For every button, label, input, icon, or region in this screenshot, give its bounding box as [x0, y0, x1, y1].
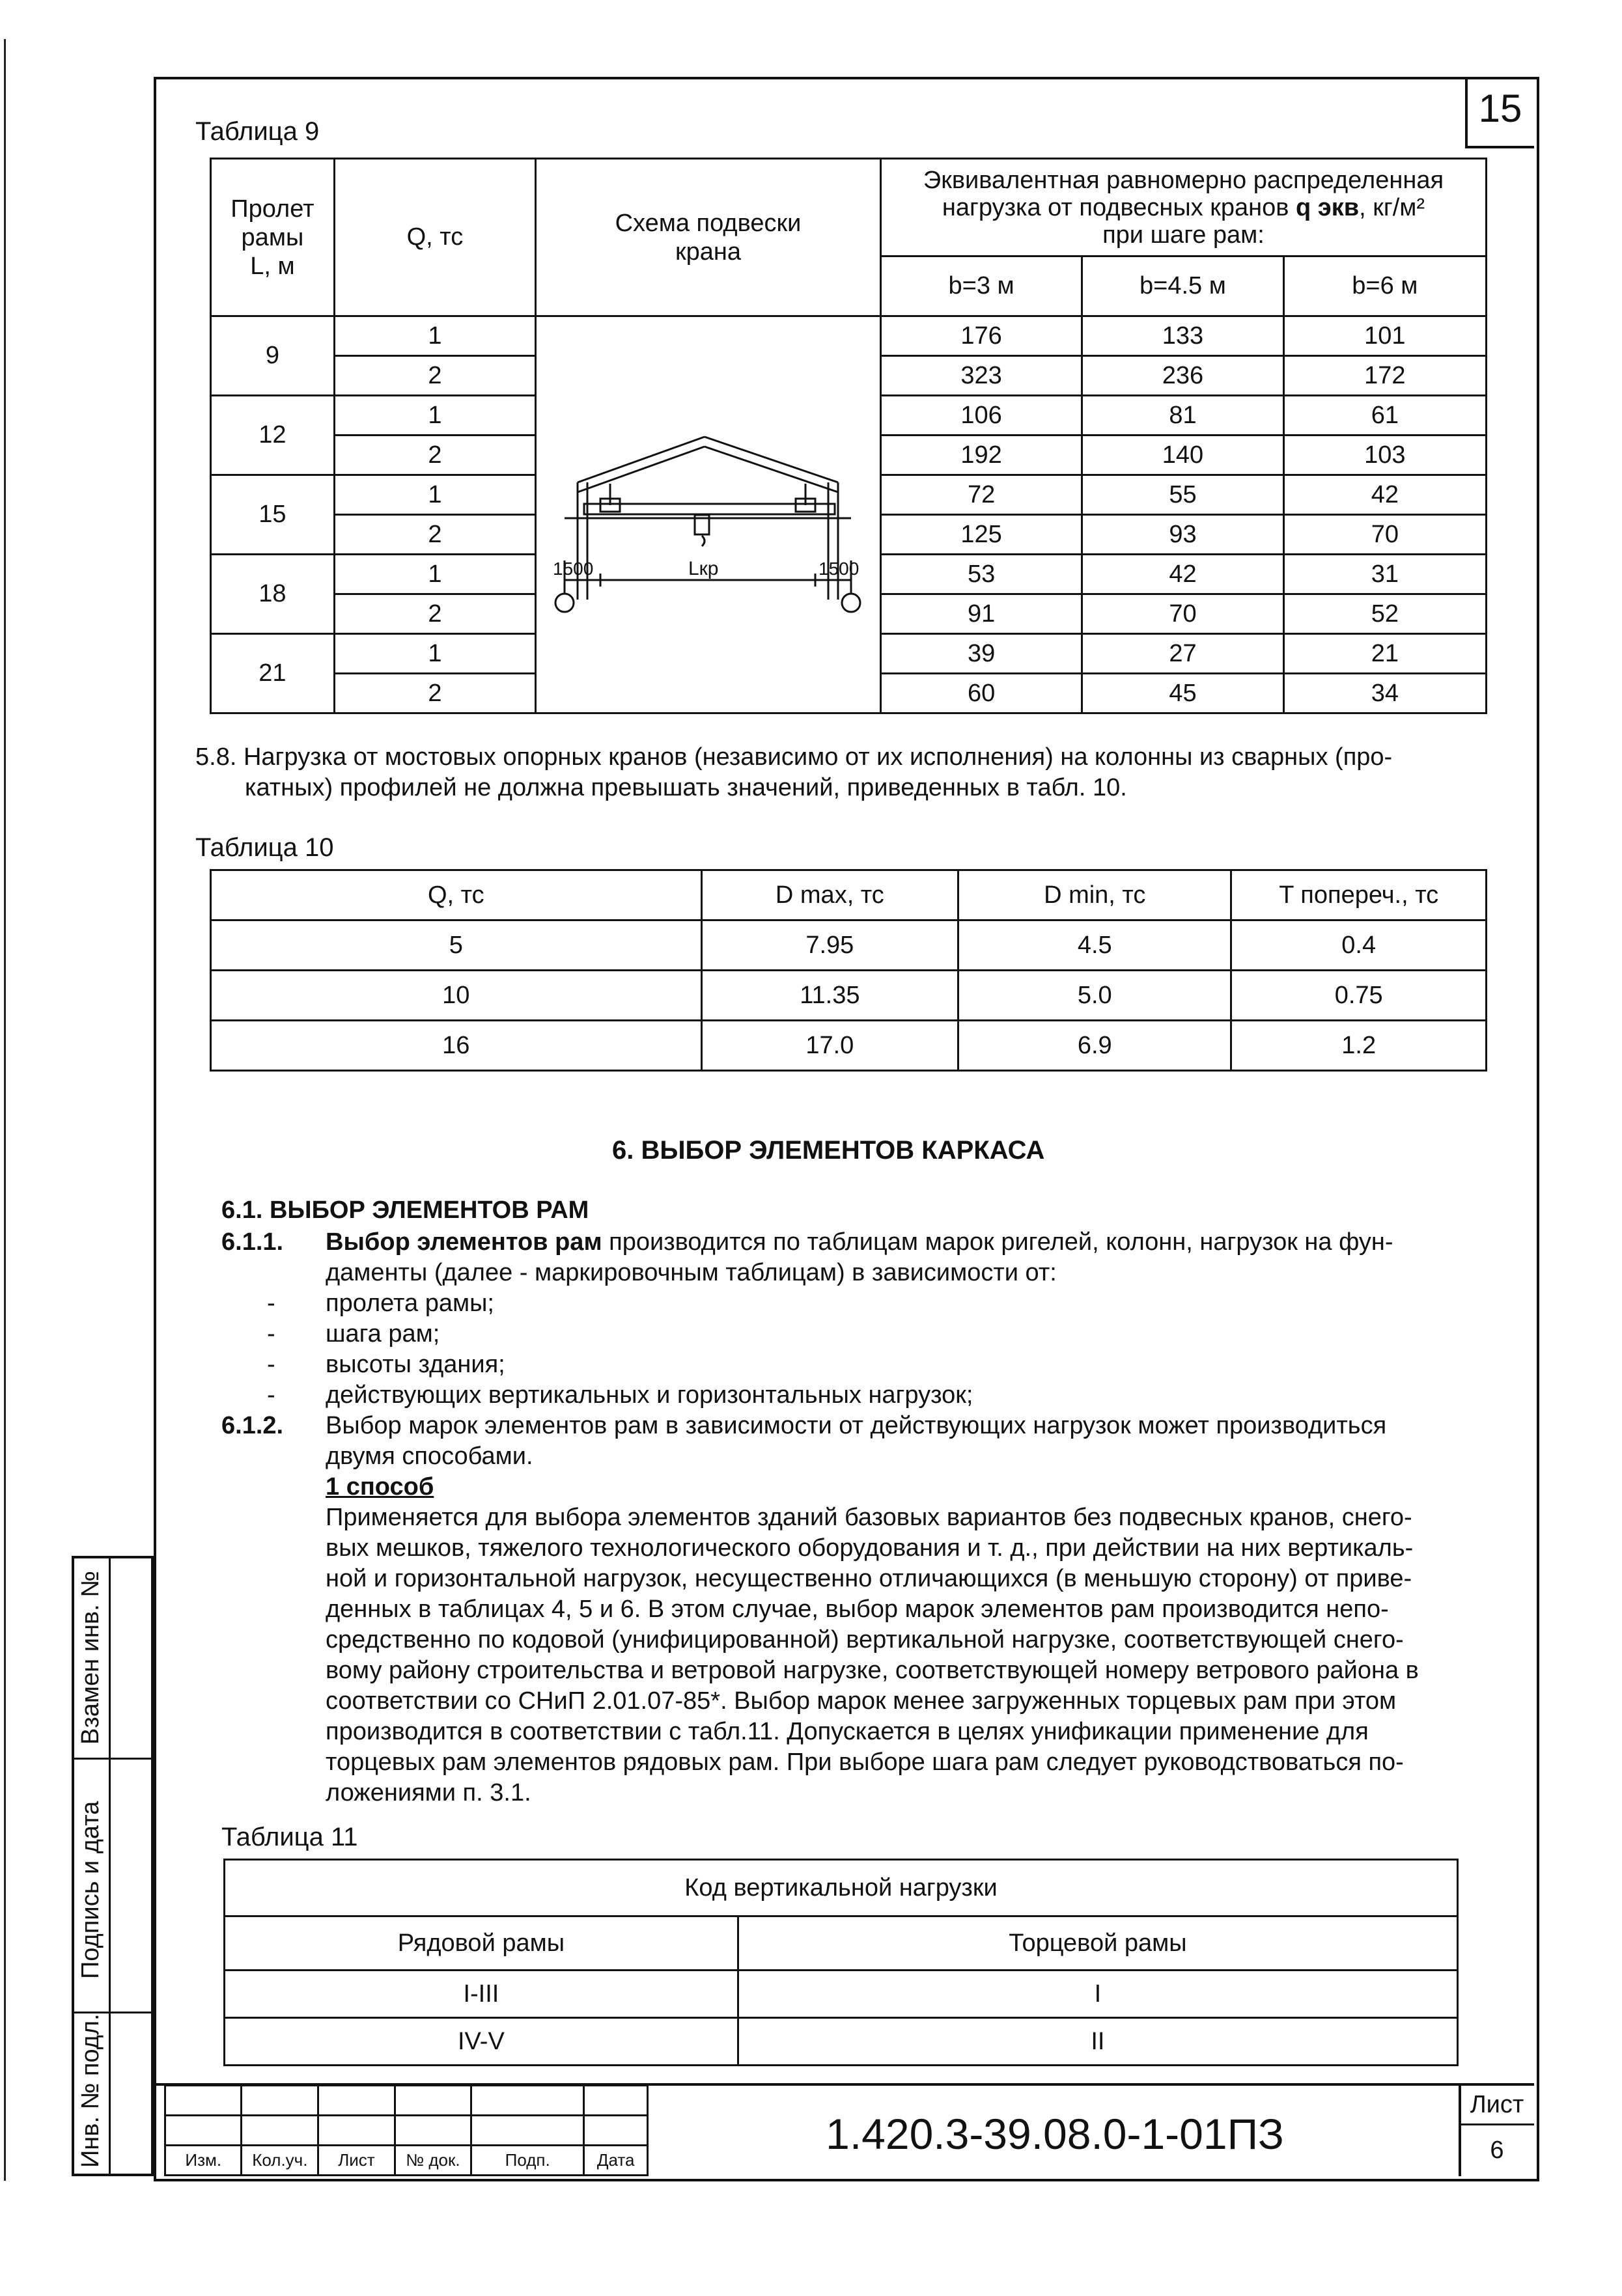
- bullet-item: шага рам;: [326, 1320, 440, 1348]
- t10-cell: 0.4: [1231, 920, 1487, 971]
- stamp-label: Изм.: [165, 2146, 242, 2176]
- table10-caption: Таблица 10: [195, 833, 334, 862]
- method1-line: вых мешков, тяжелого технологического оборудования и т. д., при действии на них вертикаль-: [326, 1534, 1414, 1562]
- value-cell: 176: [880, 316, 1082, 356]
- span-cell: 9: [211, 316, 335, 396]
- bullet-dash: -: [267, 1290, 275, 1317]
- value-cell: 34: [1283, 674, 1486, 713]
- s612: [221, 1411, 1498, 1808]
- scheme-label-center: Lкр: [688, 557, 719, 579]
- table9: [210, 158, 1487, 714]
- value-cell: 27: [1082, 634, 1283, 674]
- t10-cell: 7.95: [701, 920, 958, 971]
- value-cell: 21: [1283, 634, 1486, 674]
- crane-scheme-diagram: [538, 385, 877, 645]
- t10-cell: 6.9: [958, 1021, 1231, 1071]
- header-b45: b=4.5 м: [1082, 256, 1283, 316]
- bullet-dash: -: [267, 1320, 275, 1348]
- value-cell: 236: [1082, 356, 1283, 396]
- t10-header: T попереч., тс: [1231, 870, 1487, 920]
- value-cell: 140: [1082, 436, 1283, 475]
- bullet-dash: -: [267, 1381, 275, 1409]
- t11-cell: I: [738, 1971, 1457, 2018]
- t11-sub: Торцевой рамы: [738, 1916, 1457, 1971]
- t11-cell: II: [738, 2018, 1457, 2066]
- t10-header: Q, тс: [211, 870, 702, 920]
- stamp-label: Дата: [584, 2146, 648, 2176]
- p58-num: 5.8.: [195, 743, 237, 771]
- scheme-label-left: 1500: [553, 558, 594, 579]
- s612-line2: двумя способами.: [326, 1443, 533, 1470]
- t11-header: Код вертикальной нагрузки: [225, 1860, 1458, 1916]
- t10-cell: 4.5: [958, 920, 1231, 971]
- value-cell: 91: [880, 594, 1082, 634]
- value-cell: 323: [880, 356, 1082, 396]
- value-cell: 133: [1082, 316, 1283, 356]
- method1-line: производится в соответствии с табл.11. Допускается в целях унификации применение для: [326, 1718, 1369, 1745]
- t10-cell: 5: [211, 920, 702, 971]
- bullet-item: высоты здания;: [326, 1351, 505, 1378]
- s611-bold: Выбор элементов рам: [326, 1228, 602, 1256]
- method1-line: соответствии со СНиП 2.01.07-85*. Выбор марок менее загруженных торцевых рам при этом: [326, 1687, 1397, 1715]
- table11: [223, 1859, 1459, 2066]
- s611-num: 6.1.1.: [221, 1228, 284, 1256]
- section6-title: 6. ВЫБОР ЭЛЕМЕНТОВ КАРКАСА: [612, 1136, 1045, 1165]
- value-cell: 103: [1283, 436, 1486, 475]
- stamp-label: Лист: [318, 2146, 395, 2176]
- method1-line: средственно по кодовой (унифицированной) вертикальной нагрузке, соответствующей снего-: [326, 1626, 1404, 1653]
- sheet-box-sep: [1459, 2123, 1534, 2125]
- span-cell: 21: [211, 634, 335, 713]
- q-cell: 2: [334, 515, 535, 555]
- doc-code: 1.420.3-39.08.0-1-01ПЗ: [826, 2110, 1284, 2158]
- value-cell: 70: [1082, 594, 1283, 634]
- value-cell: 61: [1283, 396, 1486, 436]
- t10-cell: 5.0: [958, 971, 1231, 1021]
- s611: [221, 1227, 1498, 1288]
- header-load: Эквивалентная равномерно распределенная нагрузка от подвесных кранов q экв, кг/м² при шаге рам:: [880, 159, 1486, 256]
- stamp-grid: [164, 2084, 649, 2176]
- side-label-vzamen: Взамен инв. №: [77, 1571, 104, 1745]
- header-span: Пролет рамы L, м: [211, 159, 335, 316]
- value-cell: 42: [1082, 555, 1283, 594]
- q-cell: 1: [334, 316, 535, 356]
- s612-num: 6.1.2.: [221, 1412, 284, 1439]
- t11-sub: Рядовой рамы: [225, 1916, 738, 1971]
- value-cell: 42: [1283, 475, 1486, 515]
- value-cell: 172: [1283, 356, 1486, 396]
- value-cell: 55: [1082, 475, 1283, 515]
- bullet-item: пролета рамы;: [326, 1290, 494, 1317]
- t10-cell: 16: [211, 1021, 702, 1071]
- value-cell: 101: [1283, 316, 1486, 356]
- value-cell: 125: [880, 515, 1082, 555]
- method1-heading: 1 способ: [326, 1473, 434, 1501]
- span-cell: 15: [211, 475, 335, 555]
- q-cell: 1: [334, 634, 535, 674]
- method1-line: вому району строительства и ветровой нагрузке, соответствующей номеру ветрового района в: [326, 1657, 1419, 1684]
- method1-line: денных в таблицах 4, 5 и 6. В этом случае, выбор марок элементов рам производится непо-: [326, 1596, 1389, 1623]
- t10-header: D max, тс: [701, 870, 958, 920]
- t11-cell: I-III: [225, 1971, 738, 2018]
- t10-cell: 0.75: [1231, 971, 1487, 1021]
- s612-line1: Выбор марок элементов рам в зависимости от действующих нагрузок может производиться: [326, 1412, 1387, 1439]
- value-cell: 52: [1283, 594, 1486, 634]
- q-cell: 2: [334, 356, 535, 396]
- q-cell: 2: [334, 674, 535, 713]
- value-cell: 53: [880, 555, 1082, 594]
- s611-rest: производится по таблицам марок ригелей, колонн, нагрузок на фун-: [602, 1228, 1393, 1256]
- header-b6: b=6 м: [1283, 256, 1486, 316]
- value-cell: 60: [880, 674, 1082, 713]
- scheme-label-right: 1500: [818, 558, 860, 579]
- table9-caption: Таблица 9: [195, 117, 320, 146]
- value-cell: 39: [880, 634, 1082, 674]
- s611-line2: даменты (далее - маркировочным таблицам) в зависимости от:: [326, 1259, 1057, 1286]
- value-cell: 72: [880, 475, 1082, 515]
- t10-cell: 1.2: [1231, 1021, 1487, 1071]
- scheme-cell: [535, 316, 880, 713]
- bullet-dash: -: [267, 1351, 275, 1378]
- span-cell: 12: [211, 396, 335, 475]
- method1-line: ной и горизонтальной нагрузок, несущественно отличающихся (в меньшую сторону) от приве-: [326, 1565, 1412, 1592]
- bullet-item: действующих вертикальных и горизонтальных нагрузок;: [326, 1381, 973, 1409]
- t10-cell: 10: [211, 971, 702, 1021]
- table11-caption: Таблица 11: [221, 1823, 358, 1851]
- method1-line: Применяется для выбора элементов зданий базовых вариантов без подвесных кранов, снего-: [326, 1504, 1412, 1531]
- header-b3: b=3 м: [880, 256, 1082, 316]
- stamp-label: Кол.уч.: [242, 2146, 318, 2176]
- span-cell: 18: [211, 555, 335, 634]
- table10: [210, 869, 1487, 1072]
- t10-cell: 11.35: [701, 971, 958, 1021]
- t10-header: D min, тс: [958, 870, 1231, 920]
- p58-line2: катных) профилей не должна превышать значений, приведенных в табл. 10.: [245, 774, 1127, 801]
- t10-cell: 17.0: [701, 1021, 958, 1071]
- p58-line1: Нагрузка от мостовых опорных кранов (независимо от их исполнения) на колонны из сварных (про-: [243, 743, 1393, 771]
- page-number: 15: [1478, 87, 1522, 130]
- value-cell: 192: [880, 436, 1082, 475]
- binding-line: [4, 39, 6, 2181]
- q-cell: 1: [334, 396, 535, 436]
- method1-body: [221, 1502, 1498, 1808]
- value-cell: 106: [880, 396, 1082, 436]
- sheet-number: 6: [1490, 2137, 1504, 2164]
- value-cell: 31: [1283, 555, 1486, 594]
- header-q: Q, тс: [334, 159, 535, 316]
- q-cell: 1: [334, 555, 535, 594]
- method1-line: ложениями п. 3.1.: [326, 1779, 531, 1806]
- stamp-label: № док.: [395, 2146, 471, 2176]
- value-cell: 81: [1082, 396, 1283, 436]
- p58: [195, 742, 1498, 803]
- sheet-label: Лист: [1470, 2091, 1524, 2118]
- t11-cell: IV-V: [225, 2018, 738, 2066]
- side-label-inv: Инв. № подл.: [77, 2013, 104, 2168]
- value-cell: 70: [1283, 515, 1486, 555]
- q-cell: 2: [334, 594, 535, 634]
- side-stamp-sep: [72, 1758, 154, 1760]
- value-cell: 45: [1082, 674, 1283, 713]
- s61-heading: 6.1. ВЫБОР ЭЛЕМЕНТОВ РАМ: [221, 1196, 589, 1224]
- stamp-label: Подп.: [471, 2146, 584, 2176]
- header-scheme: Схема подвески крана: [535, 159, 880, 316]
- q-cell: 1: [334, 475, 535, 515]
- q-cell: 2: [334, 436, 535, 475]
- side-label-podpis: Подпись и дата: [77, 1801, 104, 1979]
- value-cell: 93: [1082, 515, 1283, 555]
- method1-line: торцевых рам элементов рядовых рам. При выборе шага рам следует руководствоваться по-: [326, 1749, 1404, 1776]
